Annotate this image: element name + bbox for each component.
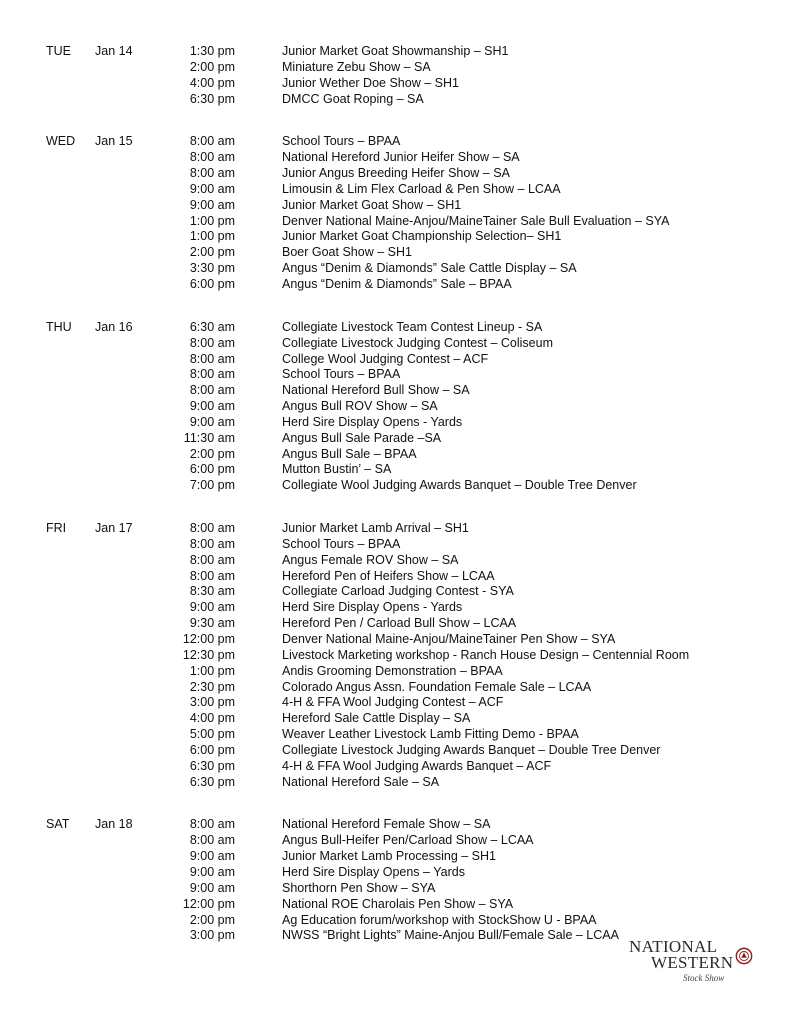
event-description: National Hereford Sale – SA	[282, 774, 440, 789]
event-time: 8:00 am	[189, 335, 235, 350]
schedule-row	[0, 478, 794, 494]
event-time: 1:00 pm	[189, 663, 235, 678]
event-description: Hereford Pen / Carload Bull Show – LCAA	[282, 616, 517, 631]
event-time: 12:00 pm	[182, 896, 235, 911]
schedule-row	[0, 711, 794, 727]
event-time: 11:30 am	[183, 430, 235, 445]
event-description: Angus “Denim & Diamonds” Sale Cattle Display – SA	[282, 261, 577, 276]
event-description: Hereford Pen of Heifers Show – LCAA	[282, 568, 495, 583]
event-time: 3:30 pm	[189, 261, 235, 276]
event-description: Livestock Marketing workshop - Ranch House Design – Centennial Room	[282, 647, 690, 662]
schedule-row	[0, 320, 794, 336]
event-description: NWSS “Bright Lights” Maine-Anjou Bull/Female Sale – LCAA	[282, 928, 619, 943]
event-time: 6:30 pm	[189, 774, 235, 789]
event-description: Collegiate Livestock Judging Awards Banquet – Double Tree Denver	[282, 742, 661, 757]
day-date: Jan 15	[95, 134, 133, 149]
event-description: Angus Bull ROV Show – SA	[282, 399, 438, 414]
event-description: Weaver Leather Livestock Lamb Fitting Demo - BPAA	[282, 727, 579, 742]
event-description: Angus Bull Sale Parade –SA	[282, 430, 442, 445]
day-date: Jan 16	[95, 319, 133, 334]
event-description: College Wool Judging Contest – ACF	[282, 351, 489, 366]
event-description: Angus Bull Sale – BPAA	[282, 446, 417, 461]
schedule-row	[0, 229, 794, 245]
event-description: Ag Education forum/workshop with StockShow U - BPAA	[282, 912, 597, 927]
schedule-row	[0, 680, 794, 696]
schedule-row	[0, 76, 794, 92]
schedule-row	[0, 833, 794, 849]
schedule-row	[0, 881, 794, 897]
schedule-row	[0, 553, 794, 569]
event-description: Herd Sire Display Opens - Yards	[282, 600, 463, 615]
event-description: Colorado Angus Assn. Foundation Female Sale – LCAA	[282, 679, 592, 694]
event-time: 6:00 pm	[189, 742, 235, 757]
schedule-row	[0, 198, 794, 214]
event-time: 6:30 pm	[189, 758, 235, 773]
schedule-row	[0, 743, 794, 759]
event-time: 9:00 am	[189, 414, 235, 429]
event-time: 2:00 pm	[189, 245, 235, 260]
event-description: Angus Female ROV Show – SA	[282, 552, 459, 567]
event-description: School Tours – BPAA	[282, 536, 401, 551]
schedule-row	[0, 569, 794, 585]
schedule-row	[0, 462, 794, 478]
event-description: National Hereford Junior Heifer Show – SA	[282, 150, 520, 165]
schedule-row	[0, 383, 794, 399]
event-description: National Hereford Female Show – SA	[282, 817, 491, 832]
event-time: 2:30 pm	[189, 679, 235, 694]
day-of-week: THU	[46, 319, 72, 334]
event-description: School Tours – BPAA	[282, 367, 401, 382]
event-description: Boer Goat Show – SH1	[282, 245, 412, 260]
event-time: 9:00 am	[189, 849, 235, 864]
event-description: Junior Market Goat Championship Selection– SH1	[282, 229, 562, 244]
event-time: 4:00 pm	[189, 75, 235, 90]
event-description: Angus “Denim & Diamonds” Sale – BPAA	[282, 276, 512, 291]
event-time: 8:00 am	[189, 150, 235, 165]
event-time: 4:00 pm	[189, 711, 235, 726]
event-time: 9:00 am	[189, 181, 235, 196]
event-time: 2:00 pm	[189, 59, 235, 74]
schedule-row	[0, 865, 794, 881]
schedule-row	[0, 415, 794, 431]
day-block-sat	[0, 817, 794, 944]
event-time: 3:00 pm	[189, 928, 235, 943]
event-time: 8:00 am	[189, 817, 235, 832]
event-time: 9:30 am	[189, 616, 235, 631]
schedule-row	[0, 632, 794, 648]
logo-line-2: WESTERN	[651, 953, 734, 972]
event-description: Denver National Maine-Anjou/MaineTainer Sale Bull Evaluation – SYA	[282, 213, 670, 228]
schedule-row	[0, 521, 794, 537]
event-time: 1:00 pm	[189, 213, 235, 228]
event-time: 8:00 am	[189, 536, 235, 551]
event-time: 9:00 am	[189, 197, 235, 212]
schedule-row	[0, 182, 794, 198]
event-time: 2:00 pm	[189, 446, 235, 461]
event-description: Junior Market Goat Showmanship – SH1	[282, 44, 509, 58]
day-of-week: WED	[46, 134, 76, 149]
schedule-row	[0, 537, 794, 553]
event-description: Junior Angus Breeding Heifer Show – SA	[282, 166, 510, 181]
event-description: Junior Market Lamb Processing – SH1	[282, 849, 496, 864]
event-description: Shorthorn Pen Show – SYA	[282, 880, 436, 895]
schedule-row	[0, 664, 794, 680]
event-time: 9:00 am	[189, 600, 235, 615]
day-block-fri	[0, 521, 794, 790]
day-date: Jan 18	[95, 817, 133, 832]
event-schedule	[0, 44, 794, 961]
event-description: School Tours – BPAA	[282, 134, 401, 149]
event-description: Hereford Sale Cattle Display – SA	[282, 711, 471, 726]
schedule-row	[0, 399, 794, 415]
day-block-wed	[0, 134, 794, 292]
schedule-row	[0, 849, 794, 865]
schedule-row	[0, 166, 794, 182]
schedule-row	[0, 695, 794, 711]
event-description: Collegiate Livestock Team Contest Lineup - SA	[282, 319, 543, 334]
schedule-row	[0, 44, 794, 60]
event-description: Junior Market Lamb Arrival – SH1	[282, 521, 469, 536]
schedule-row	[0, 817, 794, 833]
event-time: 8:00 am	[189, 166, 235, 181]
schedule-row	[0, 150, 794, 166]
event-description: Herd Sire Display Opens - Yards	[282, 414, 463, 429]
day-of-week: TUE	[46, 44, 71, 58]
day-block-thu	[0, 320, 794, 494]
schedule-row	[0, 727, 794, 743]
event-description: National Hereford Bull Show – SA	[282, 383, 470, 398]
schedule-row	[0, 134, 794, 150]
event-time: 9:00 am	[189, 864, 235, 879]
event-description: Angus Bull-Heifer Pen/Carload Show – LCAA	[282, 833, 534, 848]
schedule-row	[0, 245, 794, 261]
event-time: 6:30 am	[189, 319, 235, 334]
event-description: Denver National Maine-Anjou/MaineTainer Pen Show – SYA	[282, 632, 616, 646]
schedule-row	[0, 367, 794, 383]
day-date: Jan 17	[95, 521, 133, 536]
event-time: 7:00 pm	[189, 478, 235, 493]
schedule-row	[0, 775, 794, 791]
schedule-row	[0, 92, 794, 108]
event-time: 8:00 am	[189, 351, 235, 366]
schedule-row	[0, 431, 794, 447]
schedule-row	[0, 261, 794, 277]
logo-seal-icon	[735, 947, 753, 965]
day-of-week: SAT	[46, 817, 70, 832]
event-description: Limousin & Lim Flex Carload & Pen Show – LCAA	[282, 181, 561, 196]
event-time: 1:30 pm	[189, 44, 235, 58]
schedule-row	[0, 60, 794, 76]
logo-line-3: Stock Show	[683, 973, 725, 983]
event-time: 6:00 pm	[189, 462, 235, 477]
event-time: 8:00 am	[189, 383, 235, 398]
event-time: 6:00 pm	[189, 276, 235, 291]
event-description: Collegiate Wool Judging Awards Banquet – Double Tree Denver	[282, 478, 637, 493]
schedule-row	[0, 913, 794, 929]
event-time: 1:00 pm	[189, 229, 235, 244]
schedule-row	[0, 352, 794, 368]
schedule-row	[0, 447, 794, 463]
schedule-row	[0, 600, 794, 616]
event-time: 8:30 am	[189, 584, 235, 599]
event-time: 5:00 pm	[189, 727, 235, 742]
event-description: Mutton Bustin’ – SA	[282, 462, 392, 477]
day-date: Jan 14	[95, 44, 133, 58]
event-time: 6:30 pm	[189, 91, 235, 106]
event-time: 8:00 am	[189, 568, 235, 583]
event-description: National ROE Charolais Pen Show – SYA	[282, 896, 514, 911]
event-description: Miniature Zebu Show – SA	[282, 59, 431, 74]
event-description: 4-H & FFA Wool Judging Contest – ACF	[282, 695, 504, 710]
schedule-row	[0, 759, 794, 775]
event-time: 8:00 am	[189, 552, 235, 567]
schedule-row	[0, 336, 794, 352]
national-western-logo	[629, 937, 759, 997]
event-description: 4-H & FFA Wool Judging Awards Banquet – ACF	[282, 758, 552, 773]
event-time: 12:30 pm	[182, 647, 235, 662]
schedule-row	[0, 616, 794, 632]
schedule-row	[0, 584, 794, 600]
event-time: 2:00 pm	[189, 912, 235, 927]
event-time: 9:00 am	[189, 399, 235, 414]
event-time: 8:00 am	[189, 367, 235, 382]
logo-line-1: NATIONAL	[629, 937, 718, 956]
event-time: 8:00 am	[189, 833, 235, 848]
event-time: 8:00 am	[189, 134, 235, 149]
event-time: 3:00 pm	[189, 695, 235, 710]
event-time: 9:00 am	[189, 880, 235, 895]
event-description: Collegiate Livestock Judging Contest – Coliseum	[282, 335, 553, 350]
event-description: Collegiate Carload Judging Contest - SYA	[282, 584, 514, 599]
event-description: Herd Sire Display Opens – Yards	[282, 864, 465, 879]
event-description: Andis Grooming Demonstration – BPAA	[282, 663, 503, 678]
event-time: 12:00 pm	[182, 632, 235, 646]
schedule-row	[0, 897, 794, 913]
day-block-tue	[0, 44, 794, 107]
schedule-row	[0, 214, 794, 230]
schedule-row	[0, 277, 794, 293]
event-description: Junior Market Goat Show – SH1	[282, 197, 462, 212]
event-description: DMCC Goat Roping – SA	[282, 91, 424, 106]
day-of-week: FRI	[46, 521, 67, 536]
event-description: Junior Wether Doe Show – SH1	[282, 75, 459, 90]
event-time: 8:00 am	[189, 521, 235, 536]
schedule-row	[0, 648, 794, 664]
